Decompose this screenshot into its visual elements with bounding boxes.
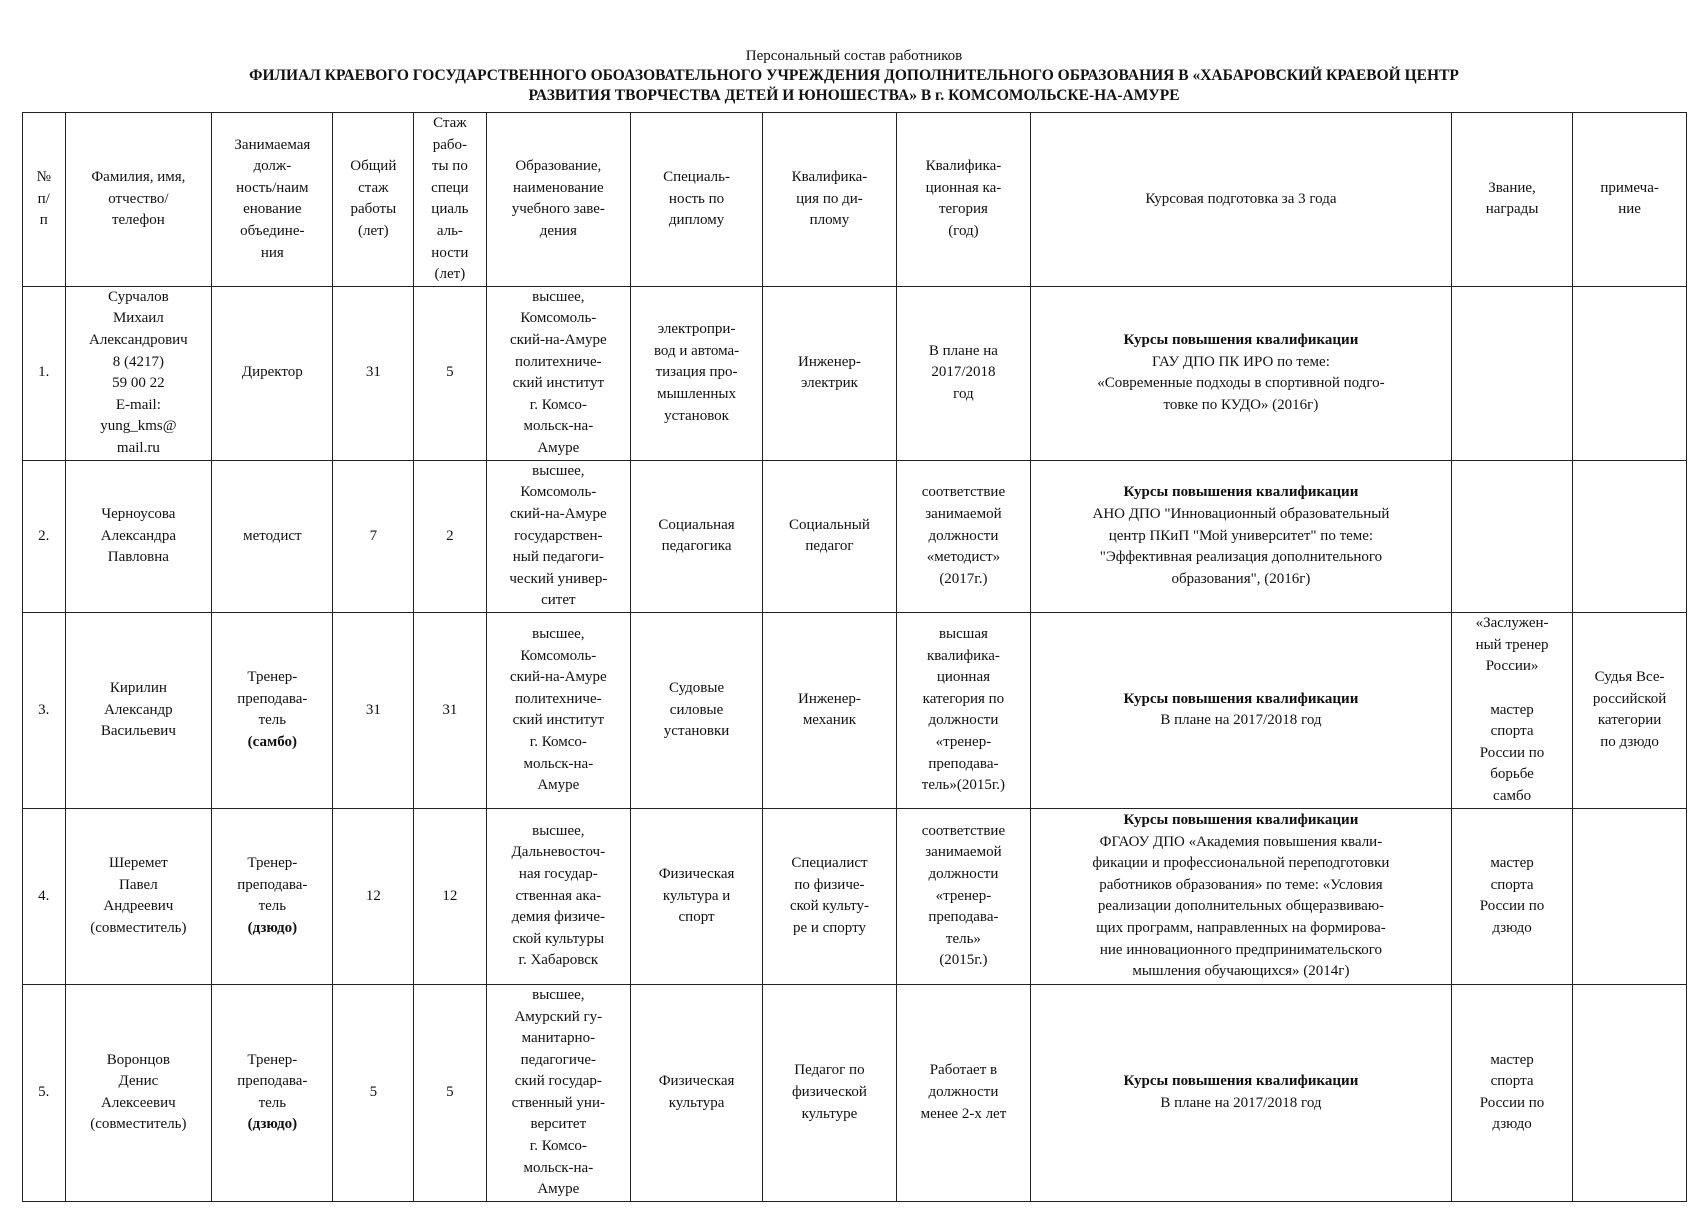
position-text: Тренер- преподава- тель [237, 669, 308, 729]
cell-total-experience: 31 [333, 286, 414, 460]
cell-courses [1030, 286, 1451, 460]
staff-table [22, 112, 1687, 1202]
cell-note [1573, 808, 1687, 984]
cell-qualification: Педагог по физической культуре [762, 984, 896, 1201]
cell-qualification: Инженер- электрик [762, 286, 896, 460]
cell-position [212, 984, 333, 1201]
cell-category: соответствие занимаемой должности «методист» (2017г.) [896, 460, 1030, 612]
cell-courses [1030, 460, 1451, 612]
column-header-awards: Звание, награды [1451, 113, 1572, 287]
course-title: Курсы повышения квалификации [1123, 332, 1359, 349]
cell-education: высшее, Дальневосточ- ная государ- ственная ака- демия физиче- ской культуры г. Хабаровск [486, 808, 631, 984]
cell-total-experience: 12 [333, 808, 414, 984]
position-text: Тренер- преподава- тель [237, 855, 308, 915]
cell-name: Черноусова Александра Павловна [65, 460, 212, 612]
cell-qualification: Специалист по физиче- ской культу- ре и спорту [762, 808, 896, 984]
cell-num: 2. [23, 460, 66, 612]
course-title: Курсы повышения квалификации [1123, 484, 1359, 501]
cell-specialty: Физическая культура [631, 984, 763, 1201]
cell-total-experience: 5 [333, 984, 414, 1201]
cell-specialty-experience: 5 [414, 984, 486, 1201]
cell-specialty: Физическая культура и спорт [631, 808, 763, 984]
cell-specialty-experience: 31 [414, 612, 486, 808]
document-subtitle: Персональный состав работников [745, 48, 963, 64]
cell-position [212, 286, 333, 460]
cell-position [212, 460, 333, 612]
column-header-note: примеча- ние [1573, 113, 1687, 287]
cell-position [212, 612, 333, 808]
cell-total-experience: 31 [333, 612, 414, 808]
cell-category: высшая квалифика- ционная категория по должности «тренер- преподава- тель»(2015г.) [896, 612, 1030, 808]
cell-education: высшее, Комсомоль- ский-на-Амуре политехниче- ский институт г. Комсо- мольск-на- Амуре [486, 286, 631, 460]
table-row [23, 286, 1687, 460]
cell-awards [1451, 460, 1572, 612]
column-header-num: № п/ п [23, 113, 66, 287]
column-header-position: Занимаемая долж- ность/наим енование объедине- ния [212, 113, 333, 287]
course-text: В плане на 2017/2018 год [1160, 712, 1322, 729]
cell-name: Воронцов Денис Алексеевич (совместитель) [65, 984, 212, 1201]
table-header-row [23, 113, 1687, 287]
course-text: В плане на 2017/2018 год [1160, 1094, 1322, 1111]
course-text: ФГАОУ ДПО «Академия повышения квали- фикации и профессиональной переподготовки работников образования» по теме: «Условия реализации дополнительных общеразвиваю- щих программ, направленных на формирова- ние инновационного предпринимательского мышления обучающихся» (2014г) [1092, 833, 1390, 980]
table-row [23, 808, 1687, 984]
cell-num: 3. [23, 612, 66, 808]
cell-qualification: Инженер- механик [762, 612, 896, 808]
cell-awards [1451, 286, 1572, 460]
course-title: Курсы повышения квалификации [1123, 690, 1359, 707]
column-header-name: Фамилия, имя, отчество/ телефон [65, 113, 212, 287]
cell-position [212, 808, 333, 984]
column-header-qualification: Квалифика- ция по ди- плому [762, 113, 896, 287]
cell-awards: мастер спорта России по дзюдо [1451, 808, 1572, 984]
cell-note [1573, 460, 1687, 612]
document-title-line-1: ФИЛИАЛ КРАЕВОГО ГОСУДАРСТВЕННОГО ОБОАЗОВАТЕЛЬНОГО УЧРЕЖДЕНИЯ ДОПОЛНИТЕЛЬНОГО ОБРАЗОВАНИЯ В «ХАБАРОВСКИЙ КРАЕВОЙ ЦЕНТР [249, 67, 1459, 84]
position-text: Директор [241, 364, 303, 381]
cell-num: 1. [23, 286, 66, 460]
cell-courses [1030, 612, 1451, 808]
cell-category: Работает в должности менее 2-х лет [896, 984, 1030, 1201]
cell-note [1573, 984, 1687, 1201]
position-group: (самбо) [247, 734, 298, 750]
cell-name: Шеремет Павел Андреевич (совместитель) [65, 808, 212, 984]
cell-note [1573, 286, 1687, 460]
column-header-specialty-experience: Стаж рабо- ты по специ циаль аль- ности (лет) [414, 113, 486, 287]
cell-specialty-experience: 5 [414, 286, 486, 460]
page-header [0, 46, 1708, 106]
cell-num: 4. [23, 808, 66, 984]
position-text: методист [243, 527, 302, 544]
cell-note: Судья Все- российской категории по дзюдо [1573, 612, 1687, 808]
column-header-total-experience: Общий стаж работы (лет) [333, 113, 414, 287]
cell-awards: «Заслужен- ный тренер России» мастер спорта России по борьбе самбо [1451, 612, 1572, 808]
cell-name: Кирилин Александр Васильевич [65, 612, 212, 808]
cell-specialty: электропри- вод и автома- тизация про- мышленных установок [631, 286, 763, 460]
cell-courses [1030, 984, 1451, 1201]
position-text: Тренер- преподава- тель [237, 1051, 308, 1111]
cell-education: высшее, Комсомоль- ский-на-Амуре государствен- ный педагоги- ческий универ- ситет [486, 460, 631, 612]
column-header-education: Образование, наименование учебного заве- дения [486, 113, 631, 287]
column-header-courses: Курсовая подготовка за 3 года [1030, 113, 1451, 287]
cell-awards: мастер спорта России по дзюдо [1451, 984, 1572, 1201]
course-text: ГАУ ДПО ПК ИРО по теме: «Современные подходы в спортивной подго- товке по КУДО» (2016г) [1097, 353, 1385, 413]
course-text: АНО ДПО "Инновационный образовательный центр ПКиП "Мой университет" по теме: "Эффективная реализация дополнительного образования", (2016г) [1092, 505, 1390, 587]
position-group: (дзюдо) [247, 920, 298, 936]
cell-education: высшее, Амурский гу- манитарно- педагогиче- ский государ- ственный уни- верситет г. Комсо- мольск-на- Амуре [486, 984, 631, 1201]
cell-specialty: Судовые силовые установки [631, 612, 763, 808]
table-row [23, 612, 1687, 808]
course-title: Курсы повышения квалификации [1123, 1073, 1359, 1090]
cell-specialty: Социальная педагогика [631, 460, 763, 612]
table-row [23, 984, 1687, 1201]
cell-courses [1030, 808, 1451, 984]
document-title-line-2: РАЗВИТИЯ ТВОРЧЕСТВА ДЕТЕЙ И ЮНОШЕСТВА» В г. КОМСОМОЛЬСКЕ-НА-АМУРЕ [528, 87, 1180, 104]
cell-total-experience: 7 [333, 460, 414, 612]
cell-education: высшее, Комсомоль- ский-на-Амуре политехниче- ский институт г. Комсо- мольск-на- Амуре [486, 612, 631, 808]
cell-qualification: Социальный педагог [762, 460, 896, 612]
cell-num: 5. [23, 984, 66, 1201]
cell-category: В плане на 2017/2018 год [896, 286, 1030, 460]
column-header-category: Квалифика- ционная ка- тегория (год) [896, 113, 1030, 287]
column-header-specialty: Специаль- ность по диплому [631, 113, 763, 287]
cell-specialty-experience: 12 [414, 808, 486, 984]
cell-category: соответствие занимаемой должности «тренер- преподава- тель» (2015г.) [896, 808, 1030, 984]
table-row [23, 460, 1687, 612]
cell-specialty-experience: 2 [414, 460, 486, 612]
course-title: Курсы повышения квалификации [1123, 812, 1359, 829]
cell-name: Сурчалов Михаил Александрович 8 (4217) 59 00 22 E-mail: yung_kms@ mail.ru [65, 286, 212, 460]
position-group: (дзюдо) [247, 1116, 298, 1133]
